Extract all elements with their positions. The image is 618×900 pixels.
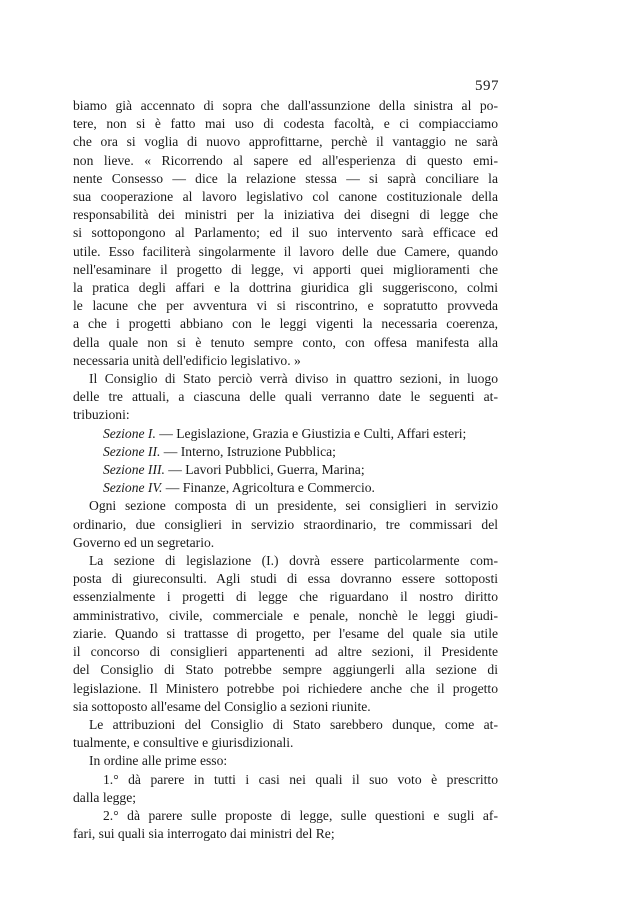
text-line: ordinario, due consiglieri in servizio straordinario, tre commissari del [73,516,498,532]
text-line: Ogni sezione composta di un presidente, sei consiglieri in servizio [89,498,498,514]
body-text [73,97,498,843]
section-item [73,443,498,461]
paragraph-block-2 [73,497,498,843]
text-line: necessaria unità dell'edificio legislativo. » [73,352,301,368]
section-label: Sezione IV. [103,480,163,496]
section-item [73,425,498,443]
text-line: della quale non si è tenuto sempre conto, con offesa manifesta alla [73,334,498,350]
section-description: — Interno, Istruzione Pubblica; [160,443,336,459]
text-line: utile. Esso faciliterà singolarmente il lavoro delle due Camere, quando [73,243,498,259]
section-item [73,461,498,479]
sections-list [73,425,498,498]
section-description: — Lavori Pubblici, Guerra, Marina; [164,462,365,478]
text-line: le lacune che per avventura vi si riscontrino, e sopratutto provveda [73,298,498,314]
section-label: Sezione I. [103,425,156,441]
text-line: dalla legge; [73,789,137,805]
text-line: Il Consiglio di Stato perciò verrà diviso in quattro sezioni, in luogo [89,371,498,387]
section-item [73,479,498,497]
text-line: tualmente, e consultive e giurisdizionali. [73,735,294,751]
text-line: ziarie. Quando si trattasse di progetto, per l'esame del quale sia utile [73,625,498,641]
text-line: fari, sui quali sia interrogato dai ministri del Re; [73,826,335,842]
text-line: sua cooperazione al lavoro legislativo col canone costituzionale della [73,189,498,205]
text-line: tere, non si è fatto mai uso di codesta facoltà, e ci compiacciamo [73,116,498,132]
section-label: Sezione II. [103,443,161,459]
text-line: Le attribuzioni del Consiglio di Stato sarebbero dunque, come at- [89,716,498,732]
text-line: amministrativo, civile, commerciale e penale, nonchè le leggi giudi- [73,607,498,623]
text-line: non lieve. « Ricorrendo al sapere ed all'esperienza di questo emi- [73,152,498,168]
text-line: 1.° dà parere in tutti i casi nei quali il suo voto è prescritto [103,771,498,787]
page-number: 597 [475,78,499,94]
text-line: nente Consesso — dice la relazione stessa — si saprà conciliare la [73,170,498,186]
text-line: biamo già accennato di sopra che dall'assunzione della sinistra al po- [73,98,498,113]
text-line: posta di giureconsulti. Agli studi di essa dovranno essere sottoposti [73,571,498,587]
text-line: Governo ed un segretario. [73,534,215,550]
text-line: delle tre attuali, a ciascuna delle quali verranno date le seguenti at- [73,389,498,405]
text-line: 2.° dà parere sulle proposte di legge, sulle questioni e sugli af- [103,807,498,823]
text-line: a che i progetti abbiano con le leggi vigenti la necessaria coerenza, [73,316,498,332]
text-line: La sezione di legislazione (I.) dovrà essere particolarmente com- [89,553,498,569]
text-line: che ora si voglia di nuovo approfittarne, perchè il vantaggio ne sarà [73,134,498,150]
section-label: Sezione III. [103,462,165,478]
section-description: — Finanze, Agricoltura e Commercio. [162,480,375,496]
text-line: legislazione. Il Ministero potrebbe poi richiedere anche che il progetto [73,680,498,696]
text-line: responsabilità dei ministri per la iniziativa dei disegni di legge che [73,207,498,223]
section-description: — Legislazione, Grazia e Giustizia e Culti, Affari esteri; [155,425,467,441]
text-line: del Consiglio di Stato potrebbe sempre aggiungerli alla sezione di [73,662,498,678]
text-line: essenzialmente i progetti di legge che riguardano il nostro diritto [73,589,498,605]
text-line: In ordine alle prime esso: [89,753,228,769]
text-line: nell'esaminare il progetto di legge, vi apporti quei miglioramenti che [73,261,498,277]
paragraph-block-1 [73,97,498,425]
text-line: il concorso di consiglieri appartenenti ad altre sezioni, il Presidente [73,644,498,660]
text-line: la pratica degli affari e la dottrina giuridica gli suggeriscono, colmi [73,280,498,296]
text-line: si sottopongono al Parlamento; ed il suo intervento sarà efficace ed [73,225,498,241]
text-line: tribuzioni: [73,407,130,423]
text-line: sia sottoposto all'esame del Consiglio a sezioni riunite. [73,698,371,714]
